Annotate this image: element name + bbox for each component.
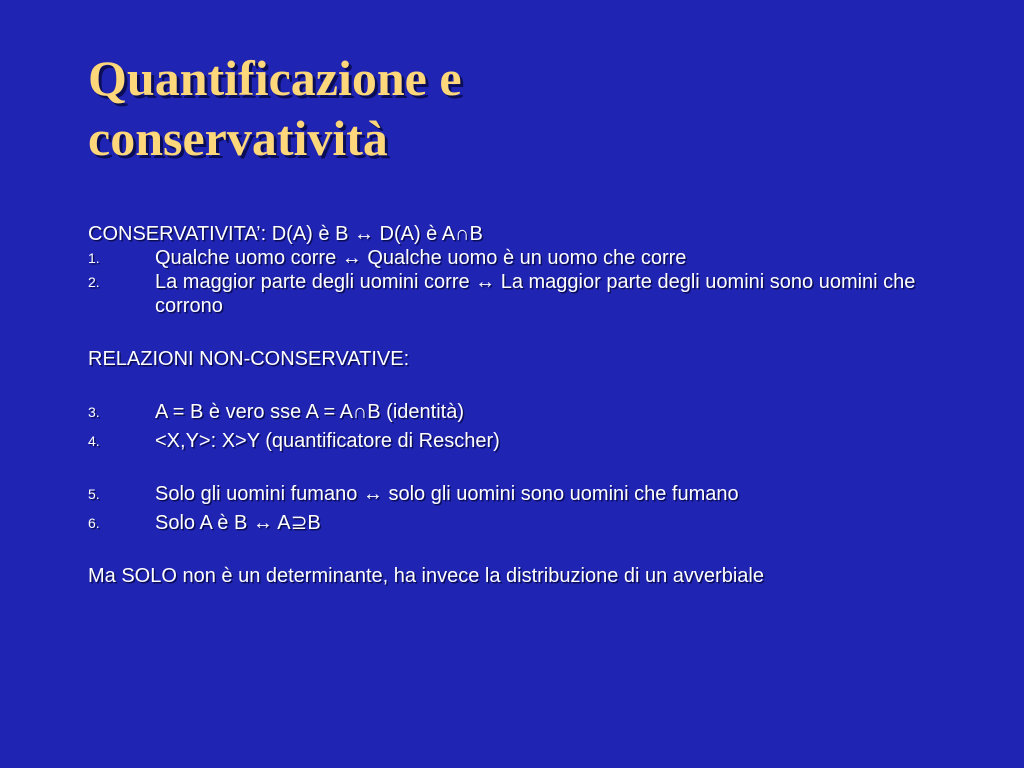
conservativita-definition: CONSERVATIVITA’: D(A) è B ↔ D(A) è A∩B xyxy=(88,223,483,245)
slide-title xyxy=(88,48,968,168)
list-text-2: La maggior parte degli uomini corre ↔ La maggior parte degli uomini sono uomini che corrono xyxy=(155,271,916,317)
list-item-1 xyxy=(88,246,945,270)
spacer xyxy=(88,318,938,347)
list-text-1: Qualche uomo corre ↔ Qualche uomo è un uomo che corre xyxy=(155,247,687,269)
list-item-6 xyxy=(88,511,945,535)
list-number-2: 2. xyxy=(88,274,100,290)
list-number-3: 3. xyxy=(88,404,100,420)
list-text-3: A = B è vero sse A = A∩B (identità) xyxy=(155,401,464,423)
slide-body xyxy=(88,222,938,588)
slide-title-line-1: Quantificazione e xyxy=(88,50,462,106)
spacer xyxy=(88,453,938,482)
list-item-2 xyxy=(88,270,945,318)
list-text-5: Solo gli uomini fumano ↔ solo gli uomini sono uomini che fumano xyxy=(155,483,739,505)
conclusion-text: Ma SOLO non è un determinante, ha invece la distribuzione di un avverbiale xyxy=(88,565,764,587)
relazioni-heading: RELAZIONI NON-CONSERVATIVE: xyxy=(88,348,410,370)
list-item-3 xyxy=(88,400,945,424)
list-number-5: 5. xyxy=(88,486,100,502)
slide-title-line-2: conservatività xyxy=(88,110,388,166)
list-number-1: 1. xyxy=(88,250,100,266)
spacer xyxy=(88,371,938,400)
list-item-4 xyxy=(88,429,945,453)
spacer xyxy=(88,535,938,564)
list-number-6: 6. xyxy=(88,515,100,531)
list-text-4: <X,Y>: X>Y (quantificatore di Rescher) xyxy=(155,430,500,452)
list-text-6: Solo A è B ↔ A⊇B xyxy=(155,512,321,534)
list-item-5 xyxy=(88,482,945,506)
list-number-4: 4. xyxy=(88,433,100,449)
